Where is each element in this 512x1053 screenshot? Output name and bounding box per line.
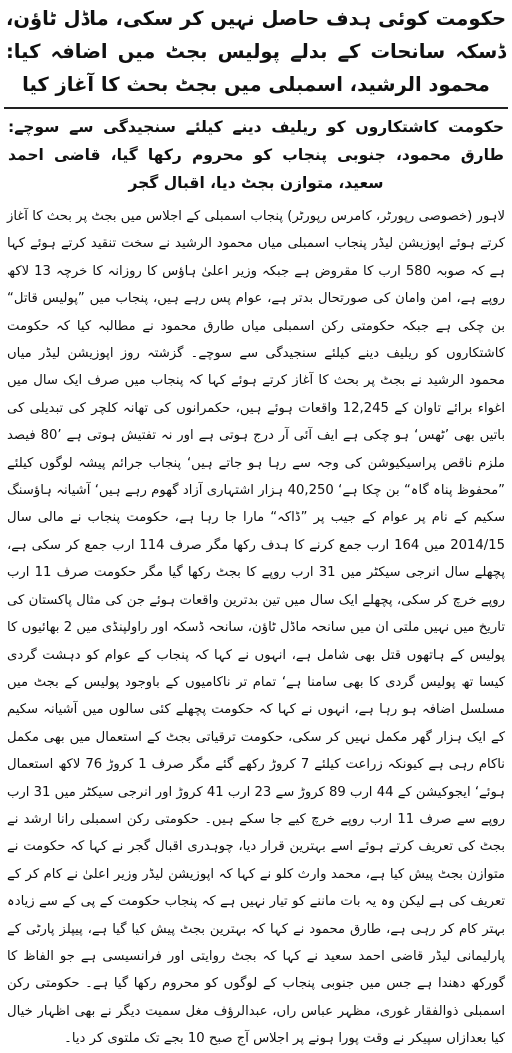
dateline: لاہور (خصوصی رپورٹر، کامرس رپورٹر) [287,209,506,224]
newspaper-clipping [4,0,508,1053]
article-body-text: پنجاب اسمبلی کے اجلاس میں بجٹ پر بحث کا آغاز کرتے ہوئے اپوزیشن لیڈر پنجاب اسمبلی میاں محمود الرشید نے سخت تنقید کرتے ہوئے کہا ہے کہ صوبہ 580 ارب کا مقروض ہے جبکہ وزیر اعلیٰ ہاؤس کا روزانہ کا خرچہ 13 لاکھ روپے ہے، امن وامان کی صورتحال بدتر ہے، عوام پس رہے ہیں، پنجاب میں ”پولیس قاتل“ بن چکی ہے جبکہ حکومتی رکن اسمبلی میاں طارق محمود نے مطالبہ کیا کہ حکومت کاشتکاروں کو ریلیف دینے کیلئے سنجیدگی سے سوچے۔ گزشتہ روز اپوزیشن لیڈر میاں محمود الرشید نے بجٹ پر بحث کا آغاز کرتے ہوئے کہا کہ پنجاب میں صرف ایک سال میں اغواء برائے تاوان کے 12,245 واقعات ہوئے ہیں، حکمرانوں کی تھانہ کلچر کی تبدیلی کی باتیں بھی ’ٹھس‘ ہو چکی ہے ایف آئی آر درج ہوتی ہے اور نہ تفتیش ہوتی ہے ’80 فیصد ملزم ناقص پراسیکیوشن کی وجہ سے رہا ہو جاتے ہیں‘ پنجاب جرائم پیشہ لوگوں کیلئے ”محفوظ پناہ گاہ“ بن چکا ہے‘ 40,250 ہزار اشتہاری آزاد گھوم رہے ہیں‘ آشیانہ ہاؤسنگ سکیم کے نام پر عوام کے جیب پر ”ڈاکہ“ مارا جا رہا ہے، حکومت پنجاب نے مالی سال 2014/15 میں 164 ارب جمع کرنے کا ہدف رکھا مگر صرف 114 ارب جمع کر سکی ہے، پچھلے سال انرجی سیکٹر میں 31 ارب روپے کا بجٹ رکھا گیا مگر حکومت صرف 11 ارب روپے خرچ کر سکی، پچھلے ایک سال میں تین بدترین واقعات ہوئے جن کی مثال پاکستان کی تاریخ میں نہیں ملتی ان میں سانحہ ماڈل ٹاؤن، سانحہ ڈسکہ اور راولپنڈی میں 2 بھائیوں کا پولیس کے ہاتھوں قتل بھی شامل ہے، انہوں نے کہا کہ پنجاب کے عوام کو دہشت گردی کیسا تھ پولیس گردی کا بھی سامنا ہے‘ تمام تر ناکامیوں کے باوجود پولیس کے بجٹ میں مسلسل اضافہ ہو رہا ہے، انہوں نے کہا کہ حکومت پچھلے کئی سالوں میں آشیانہ سکیم کے ایک ہزار گھر مکمل نہیں کر سکی، حکومت ترقیاتی بجٹ کے استعمال میں بھی مکمل ناکام رہی ہے کیونکہ زراعت کیلئے 7 کروڑ رکھے گئے مگر صرف 1 کروڑ 76 لاکھ استعمال ہوئے‘ ایجوکیشن کے 44 ارب 89 کروڑ سے 23 ارب 41 کروڑ اور انرجی سیکٹر میں 31 ارب روپے سے صرف 11 ارب روپے خرچ کیے جا سکے ہیں۔ حکومتی رکن اسمبلی رانا ارشد نے بجٹ کی تعریف کرتے ہوئے اسے بہترین قرار دیا، چوہدری اقبال گجر نے کہا کہ حکومت نے متوازن بجٹ پیش کیا ہے، محمد وارث کلو نے کہا کہ اپوزیشن لیڈر وزیر اعلیٰ نے کام کر کے تعریف کی ہے لیکن وہ یہ بات ماننے کو تیار نہیں ہے کہ پنجاب حکومت کے پی کے سے زیادہ بہتر کام کر رہی ہے، طارق محمود نے کہا کہ بہترین بجٹ پیش کیا گیا ہے، پیپلز پارٹی کے پارلیمانی لیڈر قاضی احمد سعید نے کہا کہ بجٹ روایتی اور فرانسیسی ہے جو الفاظ کا گورکھ دھندا ہے جس میں جنوبی پنجاب کے لوگوں کو محروم رکھا گیا ہے۔ حکومتی رکن اسمبلی ذوالفقار غوری، مظہر عباس راں، عبدالرؤف مغل سمیت دیگر نے بھی اظہار خیال کیا بعدازاں سپیکر نے وقت پورا ہونے پر اجلاس آج صبح 10 بجے تک ملتوی کر دیا۔ [7,209,506,1047]
article-body [4,203,508,1053]
headline: حکومت کوئی ہدف حاصل نہیں کر سکی، ماڈل ٹاؤن، ڈسکہ سانحات کے بدلے پولیس بجٹ میں اضافہ کیا: محمود الرشید، اسمبلی میں بجٹ بحث کا آغاز کیا [6,7,506,96]
divider [4,107,508,109]
subheadline: حکومت کاشتکاروں کو ریلیف دینے کیلئے سنجیدگی سے سوچے: طارق محمود، جنوبی پنجاب کو محروم رکھا گیا، قاضی احمد سعید، متوازن بجٹ دیا، اقبال گجر [8,118,504,192]
